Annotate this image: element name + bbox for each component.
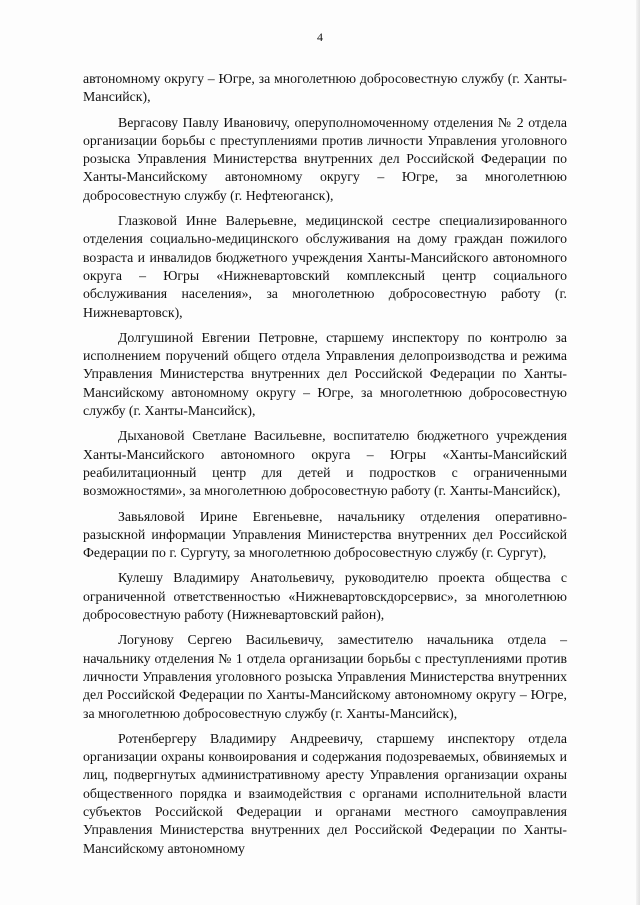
- paragraph: Логунову Сергею Васильевичу, заместителю начальника отдела – начальнику отделения № 1 отдела организации борьбы с преступлениями против личности Управления уголовного розыска Управления Министерства внутренних дел Российской Федерации по Ханты-Мансийскому автономному округу – Югре, за многолетнюю добросовестную службу (г. Ханты-Мансийск),: [83, 632, 567, 721]
- paragraph: Кулешу Владимиру Анатольевичу, руководителю проекта общества с ограниченной ответственностью «Нижневартовскдорсервис», за многолетнюю добросовестную работу (Нижневартовский район),: [83, 570, 567, 623]
- page-number: 4: [317, 30, 323, 44]
- paragraph: Дыхановой Светлане Васильевне, воспитателю бюджетного учреждения Ханты-Мансийского автономного округа – Югры «Ханты-Мансийский реабилитационный центр для детей и подростков с ограниченными возможностями», за многолетнюю добросовестную работу (г. Ханты-Мансийск),: [83, 428, 567, 499]
- paragraph: Глазковой Инне Валерьевне, медицинской сестре специализированного отделения социально-медицинского обслуживания на дому граждан пожилого возраста и инвалидов бюджетного учреждения Ханты-Мансийского автономного округа – Югры «Нижневартовский комплексный центр социального обслуживания населения», за многолетнюю добросовестную работу (г. Нижневартовск),: [83, 213, 567, 320]
- document-body: [83, 70, 567, 865]
- paragraph: автономному округу – Югре, за многолетнюю добросовестную службу (г. Ханты-Мансийск),: [83, 71, 567, 105]
- paragraph: Вергасову Павлу Ивановичу, оперуполномоченному отделения № 2 отдела организации борьбы с преступлениями против личности Управления уголовного розыска Управления Министерства внутренних дел Российской Федерации по Ханты-Мансийскому автономному округу – Югре, за многолетнюю добросовестную службу (г. Нефтеюганск),: [83, 114, 567, 203]
- scan-edge: [636, 0, 640, 905]
- paragraph: Завьяловой Ирине Евгеньевне, начальнику отделения оперативно-разыскной информации Управления Министерства внутренних дел Российской Федерации по г. Сургуту, за многолетнюю добросовестную службу (г. Сургут),: [83, 508, 567, 561]
- paragraph: Долгушиной Евгении Петровне, старшему инспектору по контролю за исполнением поручений общего отдела Управления делопроизводства и режима Управления Министерства внутренних дел Российской Федерации по Ханты-Мансийскому автономному округу – Югре, за многолетнюю добросовестную службу (г. Ханты-Мансийск),: [83, 329, 567, 419]
- paragraph: Ротенбергеру Владимиру Андреевичу, старшему инспектору отдела организации охраны конвоирования и содержания подозреваемых, обвиняемых и лиц, подвергнутых административному аресту Управления организации охраны общественного порядка и взаимодействия с органами исполнительной власти субъектов Российской Федерации и органами местного самоуправления Управления Министерства внутренних дел Российской Федерации по Ханты-Мансийскому автономному: [83, 730, 567, 856]
